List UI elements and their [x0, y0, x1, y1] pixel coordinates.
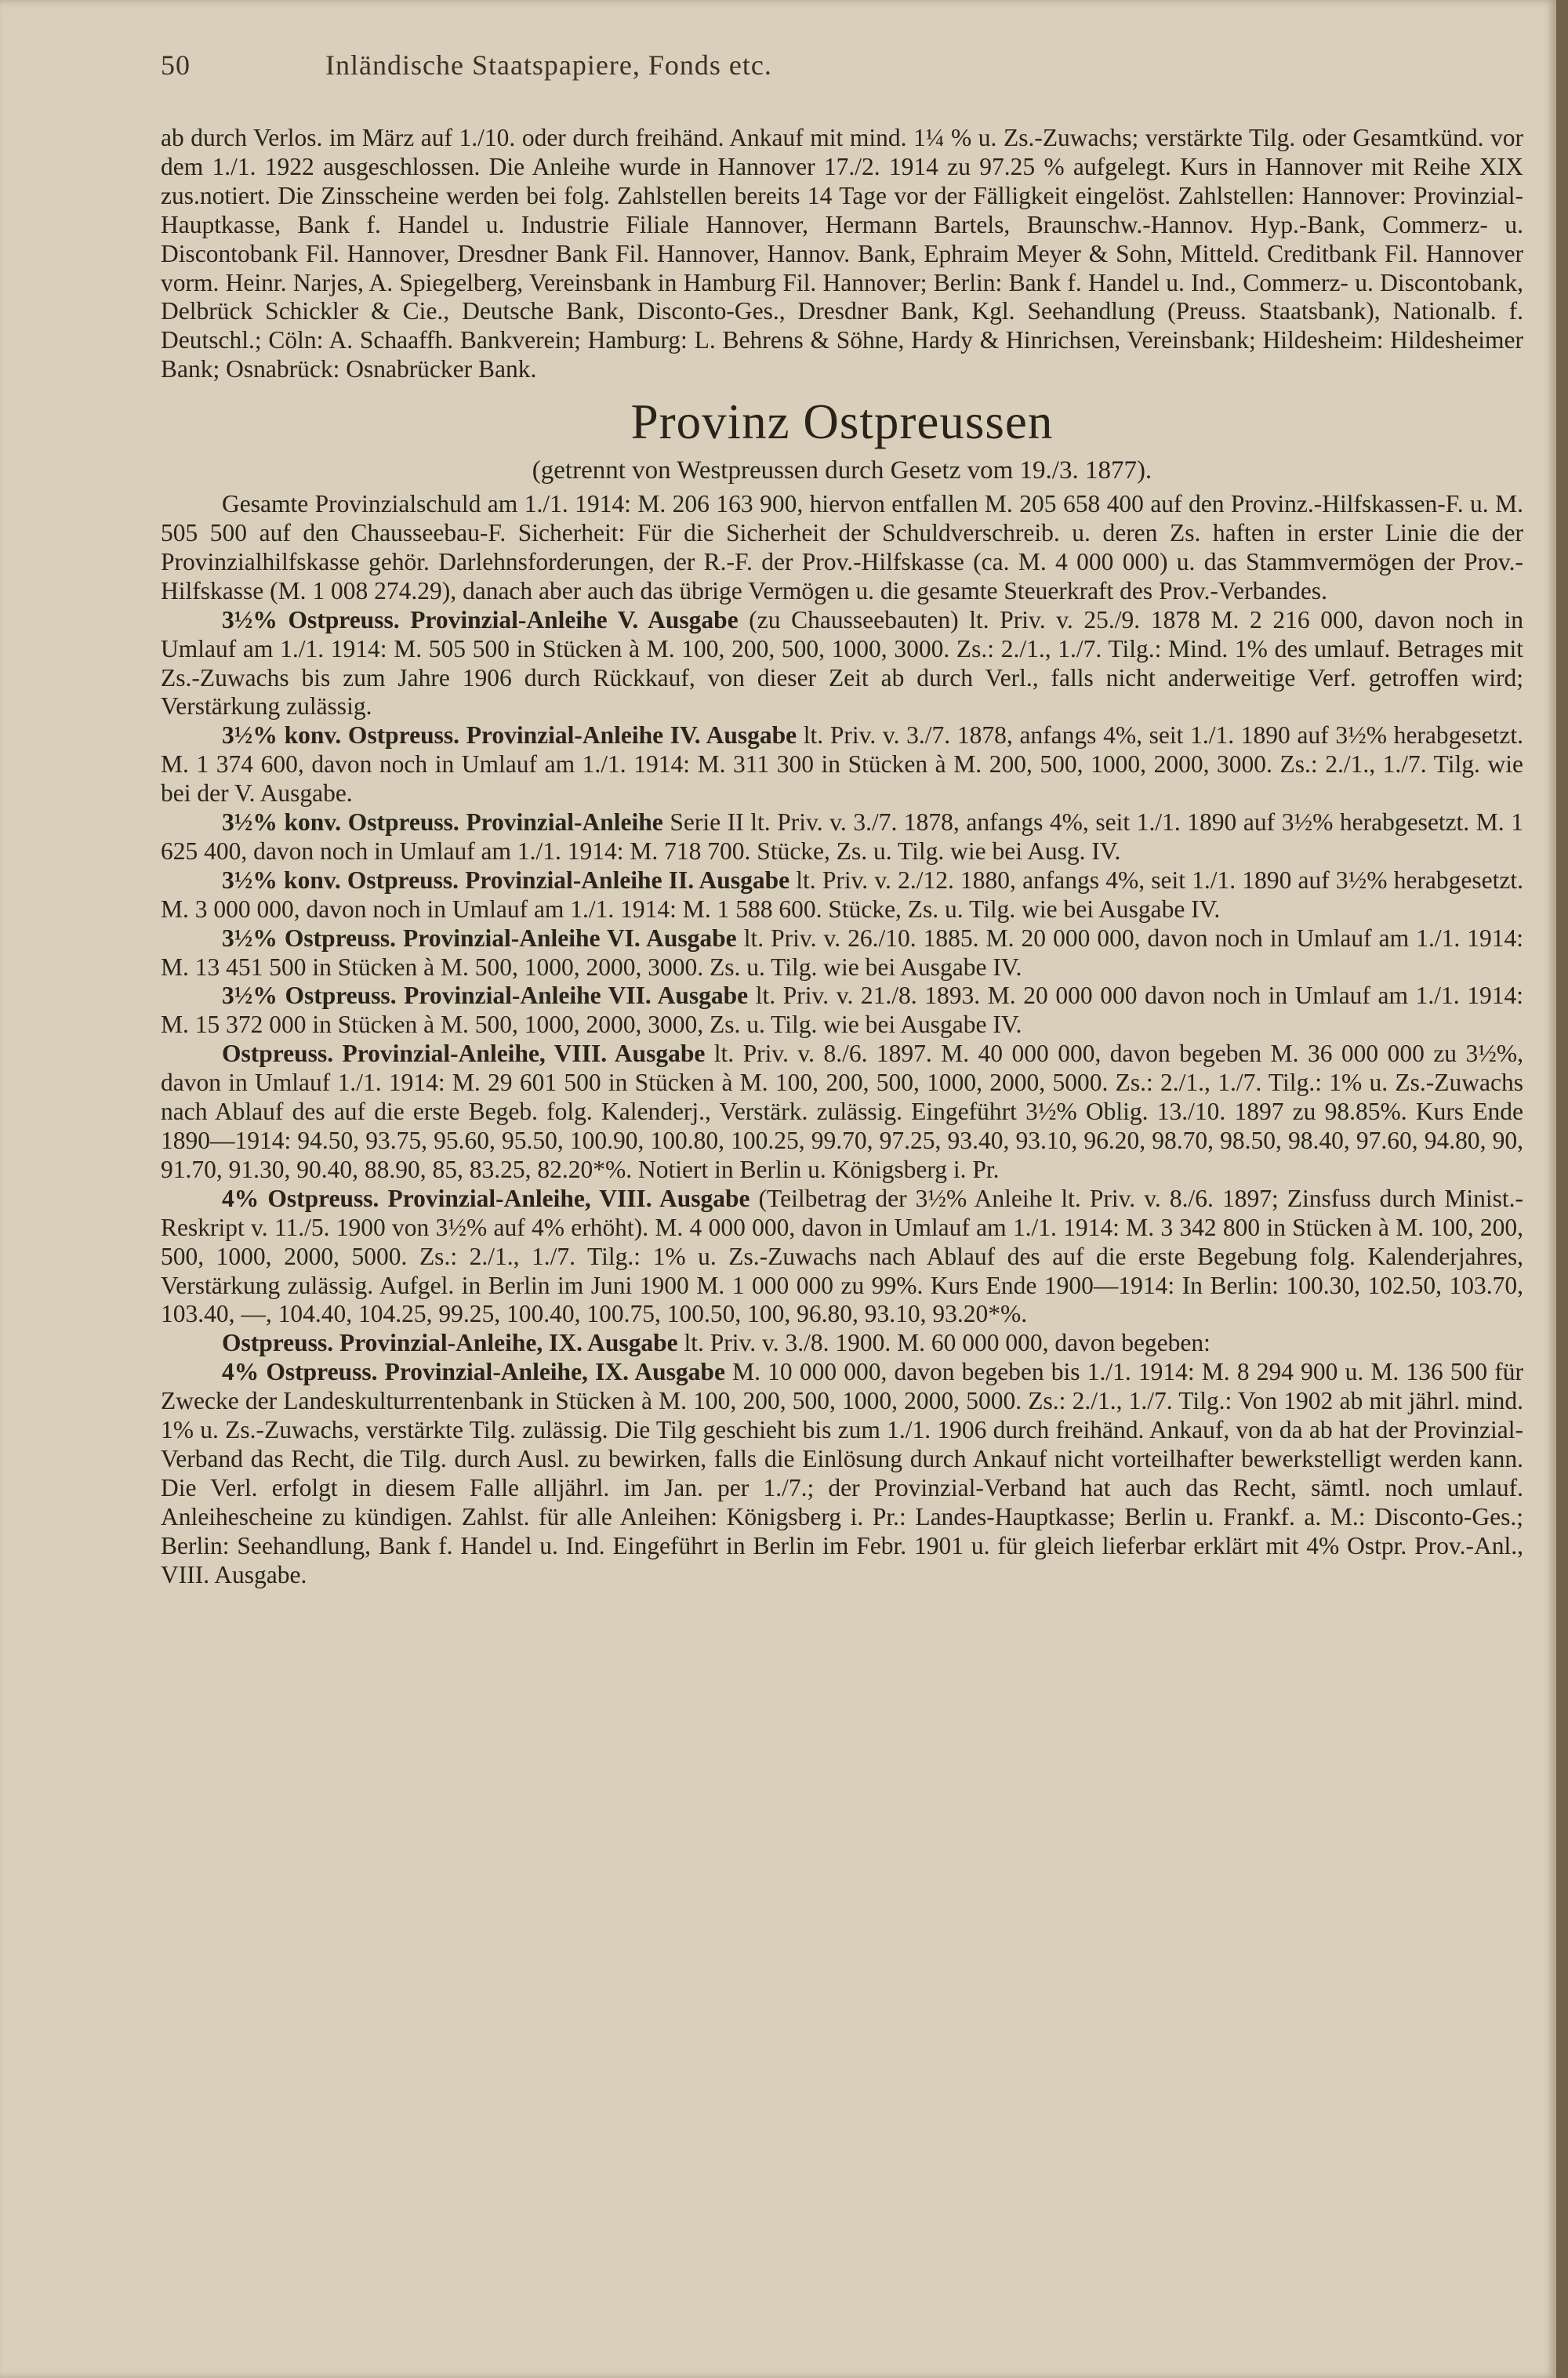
loan-text: lt. Priv. v. 3./8. 1900. M. 60 000 000, davon begeben:: [677, 1329, 1210, 1357]
page-edge: [1556, 0, 1568, 2378]
loan-text: Serie II lt. Priv. v. 3./7. 1878, anfangs 4%, seit 1./1. 1890 auf 3½% herabgesetzt. M. 1 625 400, davon noch in Umlauf am 1./1. 1914: M. 718 700. Stücke, Zs. u. Tilg. wie bei Ausg. IV.: [161, 808, 1523, 865]
section-overview: Gesamte Provinzialschuld am 1./1. 1914: M. 206 163 900, hiervon entfallen M. 205 658 400 auf den Provinz.-Hilfskassen-F. u. M. 505 500 auf den Chausseebau-F. Sicherheit: Für die Sicherheit der Schuldverschreib. u. deren Zs. haften in erster Linie die der Provinzialhilfskasse gehör. Darlehnsforderungen, der R.-F. der Prov.-Hilfskasse (ca. M. 4 000 000) u. das Stammvermögen der Prov.-Hilfskasse (M. 1 008 274.29), danach aber auch das übrige Vermögen u. die gesamte Steuerkraft des Prov.-Verbandes.: [161, 490, 1523, 604]
section-subtitle: (getrennt von Westpreussen durch Gesetz vom 19./3. 1877).: [532, 456, 1152, 485]
loan-text: (Teilbetrag der 3½% Anleihe lt. Priv. v. 8./6. 1897; Zinsfuss durch Minist.-Reskript v. 11./5. 1900 von 3½% auf 4% erhöht). M. 4 000 000, davon in Umlauf am 1./1. 1914: M. 3 342 800 in Stücken à M. 100, 200, 500, 1000, 2000, 5000. Zs.: 2./1., 1./7. Tilg.: 1% u. Zs.-Zuwachs nach Ablauf des auf die erste Begebung folg. Kalenderjahres, Verstärkung zulässig. Aufgel. in Berlin im Juni 1900 M. 1 000 000 zu 99%. Kurs Ende 1900—1914: In Berlin: 100.30, 102.50, 103.70, 103.40, —, 104.40, 104.25, 99.25, 100.40, 100.75, 100.50, 100, 96.80, 93.10, 93.20*%.: [161, 1184, 1524, 1328]
loan-text: lt. Priv. v. 8./6. 1897. M. 40 000 000, davon begeben M. 36 000 000 zu 3½%, davon in Umlauf 1./1. 1914: M. 29 601 500 in Stücken à M. 100, 200, 500, 1000, 2000, 5000. Zs.: 2./1., 1./7. Tilg.: 1% u. Zs.-Zuwachs nach Ablauf des auf die erste Begeb. folg. Kalenderj., Verstärk. zulässig. Eingeführt 3½% Oblig. 13./10. 1897 zu 98.85%. Kurs Ende 1890—1914: 94.50, 93.75, 95.60, 95.50, 100.90, 100.80, 100.25, 99.70, 97.25, 93.40, 93.10, 96.20, 98.70, 98.50, 98.40, 97.60, 94.80, 90, 91.70, 91.30, 90.40, 88.90, 85, 83.25, 82.20*%. Notiert in Berlin u. Königsberg i. Pr.: [161, 1040, 1523, 1183]
loan-heading: Ostpreuss. Provinzial-Anleihe, IX. Ausgabe: [222, 1329, 678, 1357]
page-number: 50: [161, 49, 191, 81]
page-body: [161, 124, 1523, 1590]
loan-entry: [161, 1040, 1523, 1185]
loan-text: lt. Priv. v. 26./10. 1885. M. 20 000 000, davon noch in Umlauf am 1./1. 1914: M. 13 451 500 in Stücken à M. 500, 1000, 2000, 3000. Zs. u. Tilg. wie bei Ausgabe IV.: [161, 924, 1523, 981]
loan-text: lt. Priv. v. 21./8. 1893. M. 20 000 000 davon noch in Umlauf am 1./1. 1914: M. 15 372 000 in Stücken à M. 500, 1000, 2000, 3000, Zs. u. Tilg. wie bei Ausgabe IV.: [161, 982, 1523, 1039]
section-title: Provinz Ostpreussen: [630, 394, 1054, 450]
loan-entry: [161, 1329, 1523, 1358]
loan-entry: [161, 924, 1523, 982]
loan-entry: [161, 1358, 1523, 1589]
loan-heading: 4% Ostpreuss. Provinzial-Anleihe, IX. Ausgabe: [222, 1358, 725, 1386]
loan-entry: [161, 866, 1523, 924]
loan-entry: [161, 606, 1523, 722]
loan-text: lt. Priv. v. 3./7. 1878, anfangs 4%, seit 1./1. 1890 auf 3½% herabgesetzt. M. 1 374 600, davon noch in Umlauf am 1./1. 1914: M. 311 300 in Stücken à M. 200, 500, 1000, 2000, 3000. Zs.: 2./1., 1./7. Tilg. wie bei der V. Ausgabe.: [161, 721, 1523, 808]
loan-heading: 3½% konv. Ostpreuss. Provinzial-Anleihe: [222, 808, 663, 837]
loan-entry: [161, 982, 1523, 1040]
intro-paragraph: ab durch Verlos. im März auf 1./10. oder durch freihänd. Ankauf mit mind. 1¼ % u. Zs.-Zuwachs; verstärkte Tilg. oder Gesamtkünd. vor dem 1./1. 1922 ausgeschlossen. Die Anleihe wurde in Hannover 17./2. 1914 zu 97.25 % aufgelegt. Kurs in Hannover mit Reihe XIX zus.notiert. Die Zinsscheine werden bei folg. Zahlstellen bereits 14 Tage vor der Fälligkeit eingelöst. Zahlstellen: Hannover: Provinzial-Hauptkasse, Bank f. Handel u. Industrie Filiale Hannover, Hermann Bartels, Braunschw.-Hannov. Hyp.-Bank, Commerz- u. Discontobank Fil. Hannover, Dresdner Bank Fil. Hannover, Hannov. Bank, Ephraim Meyer & Sohn, Mitteld. Creditbank Fil. Hannover vorm. Heinr. Narjes, A. Spiegelberg, Vereinsbank in Hamburg Fil. Hannover; Berlin: Bank f. Handel u. Ind., Commerz- u. Discontobank, Delbrück Schickler & Cie., Deutsche Bank, Disconto-Ges., Dresdner Bank, Kgl. Seehandlung (Preuss. Staatsbank), Nationalb. f. Deutschl.; Cöln: A. Schaaffh. Bankverein; Hamburg: L. Behrens & Söhne, Hardy & Hinrichsen, Vereinsbank; Hildesheim: Hildesheimer Bank; Osnabrück: Osnabrücker Bank.: [161, 124, 1523, 383]
loan-entry: [161, 721, 1523, 808]
loan-heading: Ostpreuss. Provinzial-Anleihe, VIII. Ausgabe: [222, 1040, 706, 1068]
loan-heading: 3½% konv. Ostpreuss. Provinzial-Anleihe IV. Ausgabe: [222, 721, 797, 750]
loan-text: lt. Priv. v. 2./12. 1880, anfangs 4%, seit 1./1. 1890 auf 3½% herabgesetzt. M. 3 000 000, davon noch in Umlauf am 1./1. 1914: M. 1 588 600. Stücke, Zs. u. Tilg. wie bei Ausgabe IV.: [161, 866, 1523, 923]
loan-text: M. 10 000 000, davon begeben bis 1./1. 1914: M. 8 294 900 u. M. 136 500 für Zwecke der Landeskulturrentenbank in Stücken à M. 100, 200, 500, 1000, 2000, 5000. Zs.: 2./1., 1./7. Tilg.: Von 1902 ab mit jährl. mind. 1% u. Zs.-Zuwachs, verstärkte Tilg. zulässig. Die Tilg geschieht bis zum 1./1. 1906 durch freihänd. Ankauf, von da ab hat der Provinzial-Verband das Recht, die Tilg. durch Ausl. zu bewirken, falls die Einlösung durch Ankauf nicht vorteilhafter bewerkstelligt werden kann. Die Verl. erfolgt in diesem Falle alljährl. im Jan. per 1./7.; der Provinzial-Verband hat auch das Recht, sämtl. noch umlauf. Anleihescheine zu kündigen. Zahlst. für alle Anleihen: Königsberg i. Pr.: Landes-Hauptkasse; Berlin u. Frankf. a. M.: Disconto-Ges.; Berlin: Seehandlung, Bank f. Handel u. Ind. Eingeführt in Berlin im Febr. 1901 u. für gleich lieferbar erklärt mit 4% Ostpr. Prov.-Anl., VIII. Ausgabe.: [161, 1358, 1523, 1588]
loan-heading: 3½% konv. Ostpreuss. Provinzial-Anleihe II. Ausgabe: [222, 866, 790, 894]
loan-heading: 4% Ostpreuss. Provinzial-Anleihe, VIII. Ausgabe: [222, 1184, 750, 1212]
loan-text: (zu Chausseebauten) lt. Priv. v. 25./9. 1878 M. 2 216 000, davon noch in Umlauf am 1./1. 1914: M. 505 500 in Stücken à M. 100, 200, 500, 1000, 3000. Zs.: 2./1., 1./7. Tilg.: Mind. 1% des umlauf. Betrages mit Zs.-Zuwachs bis zum Jahre 1906 durch Rückkauf, von dieser Zeit ab durch Verl., falls nicht anderweitige Verf. getroffen wird; Verstärkung zulässig.: [161, 605, 1523, 721]
loan-heading: 3½% Ostpreuss. Provinzial-Anleihe VI. Ausgabe: [222, 924, 737, 952]
loan-entry: [161, 1185, 1523, 1330]
loan-entry: [161, 808, 1523, 866]
loan-heading: 3½% Ostpreuss. Provinzial-Anleihe VII. Ausgabe: [222, 982, 749, 1010]
loan-heading: 3½% Ostpreuss. Provinzial-Anleihe V. Ausgabe: [222, 605, 739, 634]
page-header: [161, 49, 1494, 82]
running-title: Inländische Staatspapiere, Fonds etc.: [325, 49, 772, 81]
